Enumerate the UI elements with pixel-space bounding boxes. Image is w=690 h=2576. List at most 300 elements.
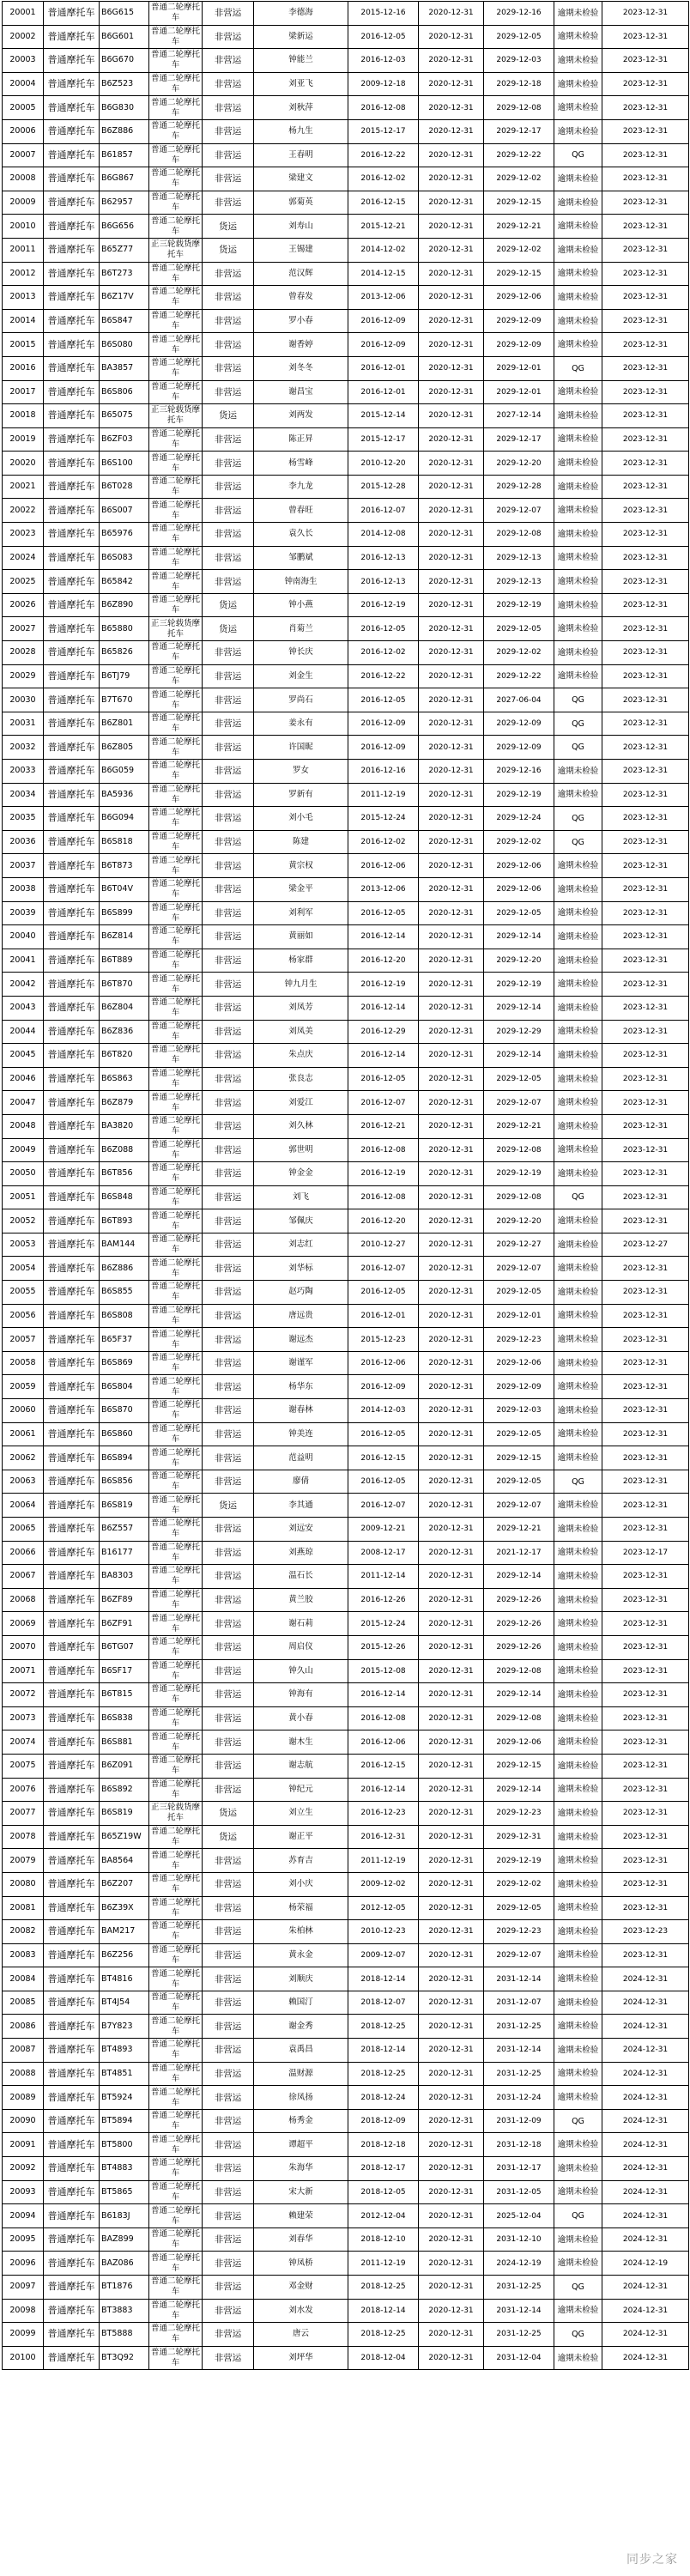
vehicle-type-cell: 普通摩托车 [44,949,100,973]
vehicle-model-cell: 普通二轮摩托车 [149,25,203,49]
owner-name-cell: 朱点庆 [254,1044,348,1068]
table-row [3,760,689,784]
inspection-valid-date-cell: 2020-12-31 [419,1020,484,1044]
plate-number-cell: B6S818 [100,830,149,854]
status-cell: 逾期未检验 [554,238,602,262]
vehicle-type-cell: 普通摩托车 [44,1541,100,1565]
overdue-date-cell: 2024-12-31 [602,2276,689,2300]
status-cell: 逾期未检验 [554,49,602,73]
status-cell: 逾期未检验 [554,2062,602,2086]
vehicle-type-cell: 普通摩托车 [44,1943,100,1967]
vehicle-type-cell: 普通摩托车 [44,1185,100,1209]
scrap-date-cell: 2031-12-25 [484,2323,554,2347]
table-row [3,1399,689,1423]
owner-name-cell: 钟美连 [254,1422,348,1446]
status-cell: QG [554,143,602,167]
owner-name-cell: 刘凤美 [254,1020,348,1044]
status-cell: 逾期未检验 [554,1825,602,1849]
inspection-valid-date-cell: 2020-12-31 [419,1044,484,1068]
overdue-date-cell: 2023-12-31 [602,523,689,547]
vehicle-type-cell: 普通摩托车 [44,2252,100,2276]
plate-number-cell: BA8564 [100,1849,149,1873]
scrap-date-cell: 2029-12-09 [484,712,554,736]
vehicle-model-cell: 普通二轮摩托车 [149,1067,203,1091]
table-row [3,570,689,594]
record-id-cell: 20042 [3,973,44,997]
status-cell: QG [554,807,602,831]
registration-date-cell: 2015-12-16 [348,2,419,26]
registration-date-cell: 2009-12-02 [348,1872,419,1896]
registration-date-cell: 2015-12-24 [348,807,419,831]
record-id-cell: 20091 [3,2133,44,2157]
status-cell: QG [554,736,602,760]
status-cell: 逾期未检验 [554,1991,602,2015]
vehicle-type-cell: 普通摩托车 [44,546,100,570]
vehicle-model-cell: 普通二轮摩托车 [149,854,203,878]
overdue-date-cell: 2023-12-31 [602,1943,689,1967]
usage-nature-cell: 非营运 [203,2252,254,2276]
plate-number-cell: B6Z523 [100,72,149,96]
owner-name-cell: 李九龙 [254,475,348,499]
registration-date-cell: 2016-12-15 [348,1446,419,1470]
vehicle-model-cell: 正三轮载货摩托车 [149,617,203,641]
usage-nature-cell: 非营运 [203,1470,254,1494]
scrap-date-cell: 2029-12-24 [484,807,554,831]
registration-date-cell: 2018-12-25 [348,2276,419,2300]
usage-nature-cell: 非营运 [203,1612,254,1636]
record-id-cell: 20018 [3,404,44,428]
table-row [3,380,689,404]
owner-name-cell: 李德海 [254,2,348,26]
vehicle-model-cell: 普通二轮摩托车 [149,1778,203,1802]
usage-nature-cell: 非营运 [203,1730,254,1755]
overdue-date-cell: 2024-12-31 [602,2015,689,2039]
usage-nature-cell: 非营运 [203,807,254,831]
vehicle-type-cell: 普通摩托车 [44,1281,100,1305]
vehicle-type-cell: 普通摩托车 [44,617,100,641]
vehicle-model-cell: 普通二轮摩托车 [149,664,203,688]
usage-nature-cell: 非营运 [203,1209,254,1233]
scrap-date-cell: 2031-12-10 [484,2227,554,2252]
inspection-valid-date-cell: 2020-12-31 [419,854,484,878]
table-row [3,2015,689,2039]
overdue-date-cell: 2023-12-31 [602,1281,689,1305]
scrap-date-cell: 2029-12-06 [484,877,554,901]
usage-nature-cell: 非营运 [203,475,254,499]
scrap-date-cell: 2029-12-13 [484,546,554,570]
table-row [3,1541,689,1565]
plate-number-cell: BAM144 [100,1233,149,1257]
owner-name-cell: 刘金生 [254,664,348,688]
scrap-date-cell: 2029-12-06 [484,286,554,310]
status-cell: 逾期未检验 [554,1020,602,1044]
usage-nature-cell: 非营运 [203,96,254,120]
plate-number-cell: B65880 [100,617,149,641]
plate-number-cell: B6T04V [100,877,149,901]
vehicle-model-cell: 普通二轮摩托车 [149,1209,203,1233]
usage-nature-cell: 非营运 [203,1849,254,1873]
scrap-date-cell: 2029-12-14 [484,1044,554,1068]
vehicle-type-cell: 普通摩托车 [44,664,100,688]
record-id-cell: 20001 [3,2,44,26]
plate-number-cell: B6T815 [100,1683,149,1707]
scrap-date-cell: 2031-12-17 [484,2157,554,2181]
vehicle-model-cell: 正三轮载货摩托车 [149,238,203,262]
registration-date-cell: 2014-12-15 [348,262,419,286]
status-cell: 逾期未检验 [554,1399,602,1423]
vehicle-model-cell: 普通二轮摩托车 [149,1683,203,1707]
registration-date-cell: 2016-12-29 [348,1020,419,1044]
usage-nature-cell: 货运 [203,617,254,641]
scrap-date-cell: 2029-12-02 [484,641,554,665]
registration-date-cell: 2018-12-09 [348,2109,419,2133]
owner-name-cell: 钟凤桥 [254,2252,348,2276]
vehicle-model-cell: 普通二轮摩托车 [149,1612,203,1636]
usage-nature-cell: 非营运 [203,1896,254,1920]
vehicle-model-cell: 普通二轮摩托车 [149,1991,203,2015]
overdue-date-cell: 2023-12-31 [602,664,689,688]
record-id-cell: 20035 [3,807,44,831]
plate-number-cell: B6ZF03 [100,427,149,452]
plate-number-cell: B6183J [100,2204,149,2228]
table-row [3,96,689,120]
registration-date-cell: 2016-12-20 [348,1209,419,1233]
record-id-cell: 20057 [3,1328,44,1352]
plate-number-cell: B6S819 [100,1494,149,1518]
plate-number-cell: B6Z17V [100,286,149,310]
usage-nature-cell: 非营运 [203,1659,254,1683]
inspection-valid-date-cell: 2020-12-31 [419,1446,484,1470]
vehicle-model-cell: 普通二轮摩托车 [149,2323,203,2347]
plate-number-cell: B6S080 [100,333,149,357]
scrap-date-cell: 2021-12-17 [484,1541,554,1565]
registration-date-cell: 2018-12-14 [348,1967,419,1991]
scrap-date-cell: 2029-12-26 [484,1612,554,1636]
vehicle-model-cell: 普通二轮摩托车 [149,215,203,239]
owner-name-cell: 袁久长 [254,523,348,547]
inspection-valid-date-cell: 2020-12-31 [419,1375,484,1399]
vehicle-type-cell: 普通摩托车 [44,641,100,665]
registration-date-cell: 2011-12-14 [348,1565,419,1589]
owner-name-cell: 范汉辉 [254,262,348,286]
usage-nature-cell: 非营运 [203,309,254,333]
table-row [3,996,689,1020]
inspection-valid-date-cell: 2020-12-31 [419,2227,484,2252]
scrap-date-cell: 2029-12-26 [484,1635,554,1659]
owner-name-cell: 钟能兰 [254,49,348,73]
vehicle-type-cell: 普通摩托车 [44,380,100,404]
table-row [3,2252,689,2276]
vehicle-model-cell: 普通二轮摩托车 [149,570,203,594]
status-cell: 逾期未检验 [554,1802,602,1826]
status-cell: 逾期未检验 [554,877,602,901]
inspection-valid-date-cell: 2020-12-31 [419,1730,484,1755]
scrap-date-cell: 2029-12-14 [484,996,554,1020]
usage-nature-cell: 非营运 [203,546,254,570]
overdue-date-cell: 2023-12-31 [602,1185,689,1209]
record-id-cell: 20062 [3,1446,44,1470]
plate-number-cell: B6S899 [100,901,149,925]
usage-nature-cell: 非营运 [203,1351,254,1375]
overdue-date-cell: 2023-12-31 [602,996,689,1020]
record-id-cell: 20031 [3,712,44,736]
overdue-date-cell: 2023-12-31 [602,641,689,665]
vehicle-model-cell: 普通二轮摩托车 [149,1185,203,1209]
registration-date-cell: 2016-12-13 [348,570,419,594]
plate-number-cell: B6TJ79 [100,664,149,688]
plate-number-cell: B6T820 [100,1044,149,1068]
record-id-cell: 20056 [3,1304,44,1328]
overdue-date-cell: 2023-12-31 [602,215,689,239]
record-id-cell: 20100 [3,2346,44,2370]
plate-number-cell: B65842 [100,570,149,594]
vehicle-type-cell: 普通摩托车 [44,286,100,310]
inspection-valid-date-cell: 2020-12-31 [419,877,484,901]
usage-nature-cell: 非营运 [203,1991,254,2015]
status-cell: 逾期未检验 [554,1233,602,1257]
record-id-cell: 20081 [3,1896,44,1920]
vehicle-model-cell: 普通二轮摩托车 [149,1399,203,1423]
usage-nature-cell: 非营运 [203,2346,254,2370]
status-cell: 逾期未检验 [554,973,602,997]
usage-nature-cell: 非营运 [203,1967,254,1991]
plate-number-cell: BT3883 [100,2299,149,2323]
scrap-date-cell: 2029-12-03 [484,1399,554,1423]
scrap-date-cell: 2029-12-15 [484,1446,554,1470]
overdue-date-cell: 2024-12-19 [602,2252,689,2276]
plate-number-cell: B6T273 [100,262,149,286]
record-id-cell: 20017 [3,380,44,404]
inspection-valid-date-cell: 2020-12-31 [419,1114,484,1138]
owner-name-cell: 钟九月生 [254,973,348,997]
inspection-valid-date-cell: 2020-12-31 [419,1659,484,1683]
usage-nature-cell: 货运 [203,238,254,262]
vehicle-type-cell: 普通摩托车 [44,1114,100,1138]
owner-name-cell: 杨九生 [254,119,348,143]
plate-number-cell: B6T028 [100,475,149,499]
inspection-valid-date-cell: 2020-12-31 [419,499,484,523]
inspection-valid-date-cell: 2020-12-31 [419,1541,484,1565]
vehicle-type-cell: 普通摩托车 [44,2062,100,2086]
overdue-date-cell: 2023-12-31 [602,546,689,570]
status-cell: 逾期未检验 [554,617,602,641]
registration-date-cell: 2016-12-14 [348,1683,419,1707]
scrap-date-cell: 2029-12-22 [484,664,554,688]
vehicle-type-cell: 普通摩托车 [44,1612,100,1636]
record-id-cell: 20050 [3,1162,44,1186]
vehicle-model-cell: 普通二轮摩托车 [149,72,203,96]
status-cell: 逾期未检验 [554,1138,602,1162]
plate-number-cell: B6Z39X [100,1896,149,1920]
vehicle-model-cell: 普通二轮摩托车 [149,427,203,452]
vehicle-type-cell: 普通摩托车 [44,1399,100,1423]
scrap-date-cell: 2029-12-05 [484,1470,554,1494]
registration-date-cell: 2010-12-20 [348,452,419,476]
status-cell: 逾期未检验 [554,2,602,26]
owner-name-cell: 唐远贵 [254,1304,348,1328]
owner-name-cell: 谭超平 [254,2133,348,2157]
plate-number-cell: B6S860 [100,1422,149,1446]
overdue-date-cell: 2023-12-31 [602,1399,689,1423]
usage-nature-cell: 非营运 [203,1635,254,1659]
scrap-date-cell: 2029-12-16 [484,760,554,784]
plate-number-cell: B6ZF89 [100,1588,149,1612]
usage-nature-cell: 非营运 [203,1162,254,1186]
status-cell: 逾期未检验 [554,1659,602,1683]
registration-date-cell: 2016-12-09 [348,736,419,760]
usage-nature-cell: 非营运 [203,1778,254,1802]
status-cell: 逾期未检验 [554,1612,602,1636]
vehicle-type-cell: 普通摩托车 [44,1138,100,1162]
inspection-valid-date-cell: 2020-12-31 [419,1518,484,1542]
plate-number-cell: B6S808 [100,1304,149,1328]
status-cell: 逾期未检验 [554,1849,602,1873]
registration-date-cell: 2018-12-07 [348,1991,419,2015]
vehicle-model-cell: 普通二轮摩托车 [149,830,203,854]
registration-date-cell: 2016-12-14 [348,1044,419,1068]
registration-date-cell: 2016-12-20 [348,949,419,973]
inspection-valid-date-cell: 2020-12-31 [419,475,484,499]
scrap-date-cell: 2029-12-06 [484,854,554,878]
status-cell: 逾期未检验 [554,380,602,404]
overdue-date-cell: 2023-12-31 [602,119,689,143]
status-cell: 逾期未检验 [554,1730,602,1755]
scrap-date-cell: 2029-12-20 [484,949,554,973]
registration-date-cell: 2016-12-05 [348,25,419,49]
registration-date-cell: 2015-12-17 [348,427,419,452]
table-row [3,1422,689,1446]
scrap-date-cell: 2031-12-25 [484,2276,554,2300]
usage-nature-cell: 非营运 [203,688,254,712]
inspection-valid-date-cell: 2020-12-31 [419,664,484,688]
table-row [3,1185,689,1209]
record-id-cell: 20044 [3,1020,44,1044]
plate-number-cell: B65826 [100,641,149,665]
plate-number-cell: B6T893 [100,1209,149,1233]
scrap-date-cell: 2029-12-22 [484,143,554,167]
record-id-cell: 20021 [3,475,44,499]
record-id-cell: 20092 [3,2157,44,2181]
usage-nature-cell: 非营运 [203,1541,254,1565]
plate-number-cell: B6G601 [100,25,149,49]
inspection-valid-date-cell: 2020-12-31 [419,807,484,831]
usage-nature-cell: 非营运 [203,1281,254,1305]
vehicle-type-cell: 普通摩托车 [44,854,100,878]
owner-name-cell: 袁禹昌 [254,2039,348,2063]
owner-name-cell: 唐云 [254,2323,348,2347]
usage-nature-cell: 非营运 [203,49,254,73]
inspection-valid-date-cell: 2020-12-31 [419,49,484,73]
vehicle-model-cell: 普通二轮摩托车 [149,1635,203,1659]
registration-date-cell: 2016-12-05 [348,901,419,925]
record-id-cell: 20082 [3,1920,44,1944]
table-body [3,2,689,2370]
plate-number-cell: BAZ899 [100,2227,149,2252]
overdue-date-cell: 2023-12-31 [602,96,689,120]
table-row [3,1683,689,1707]
registration-date-cell: 2016-12-09 [348,309,419,333]
usage-nature-cell: 非营运 [203,380,254,404]
usage-nature-cell: 非营运 [203,2,254,26]
usage-nature-cell: 非营运 [203,356,254,380]
table-row [3,949,689,973]
table-row [3,119,689,143]
vehicle-type-cell: 普通摩托车 [44,760,100,784]
status-cell: 逾期未检验 [554,2086,602,2110]
vehicle-model-cell: 普通二轮摩托车 [149,1518,203,1542]
record-id-cell: 20038 [3,877,44,901]
usage-nature-cell: 非营运 [203,949,254,973]
plate-number-cell: B7T670 [100,688,149,712]
scrap-date-cell: 2029-12-14 [484,925,554,949]
plate-number-cell: B6T873 [100,854,149,878]
plate-number-cell: BT4883 [100,2157,149,2181]
registration-date-cell: 2011-12-19 [348,2252,419,2276]
record-id-cell: 20012 [3,262,44,286]
registration-date-cell: 2018-12-04 [348,2346,419,2370]
scrap-date-cell: 2029-12-07 [484,1257,554,1281]
registration-date-cell: 2016-12-09 [348,1375,419,1399]
status-cell: 逾期未检验 [554,1067,602,1091]
table-row [3,736,689,760]
owner-name-cell: 刘水发 [254,2299,348,2323]
status-cell: QG [554,712,602,736]
scrap-date-cell: 2029-12-08 [484,523,554,547]
overdue-date-cell: 2024-12-31 [602,2346,689,2370]
plate-number-cell: BT4893 [100,2039,149,2063]
vehicle-type-cell: 普通摩托车 [44,309,100,333]
owner-name-cell: 张良志 [254,1067,348,1091]
inspection-valid-date-cell: 2020-12-31 [419,2323,484,2347]
scrap-date-cell: 2029-12-02 [484,1872,554,1896]
inspection-valid-date-cell: 2020-12-31 [419,2,484,26]
table-row [3,1849,689,1873]
inspection-valid-date-cell: 2020-12-31 [419,1778,484,1802]
overdue-date-cell: 2023-12-31 [602,499,689,523]
owner-name-cell: 刘顺庆 [254,1967,348,1991]
usage-nature-cell: 非营运 [203,641,254,665]
owner-name-cell: 廖倩 [254,1470,348,1494]
scrap-date-cell: 2029-12-01 [484,1304,554,1328]
inspection-valid-date-cell: 2020-12-31 [419,1304,484,1328]
usage-nature-cell: 非营运 [203,2015,254,2039]
record-id-cell: 20034 [3,783,44,807]
inspection-valid-date-cell: 2020-12-31 [419,1991,484,2015]
overdue-date-cell: 2024-12-31 [602,2086,689,2110]
inspection-valid-date-cell: 2020-12-31 [419,1588,484,1612]
scrap-date-cell: 2029-12-20 [484,1209,554,1233]
usage-nature-cell: 货运 [203,1802,254,1826]
overdue-date-cell: 2023-12-31 [602,1446,689,1470]
vehicle-type-cell: 普通摩托车 [44,475,100,499]
table-row [3,262,689,286]
table-row [3,1091,689,1115]
vehicle-type-cell: 普通摩托车 [44,593,100,617]
scrap-date-cell: 2029-12-08 [484,1185,554,1209]
scrap-date-cell: 2029-12-16 [484,2,554,26]
record-id-cell: 20013 [3,286,44,310]
plate-number-cell: B6S847 [100,309,149,333]
plate-number-cell: B6S838 [100,1706,149,1730]
scrap-date-cell: 2029-12-08 [484,1138,554,1162]
overdue-date-cell: 2023-12-31 [602,854,689,878]
scrap-date-cell: 2029-12-09 [484,1375,554,1399]
scrap-date-cell: 2029-12-05 [484,1281,554,1305]
vehicle-type-cell: 普通摩托车 [44,2086,100,2110]
usage-nature-cell: 非营运 [203,25,254,49]
record-id-cell: 20073 [3,1706,44,1730]
inspection-valid-date-cell: 2020-12-31 [419,712,484,736]
